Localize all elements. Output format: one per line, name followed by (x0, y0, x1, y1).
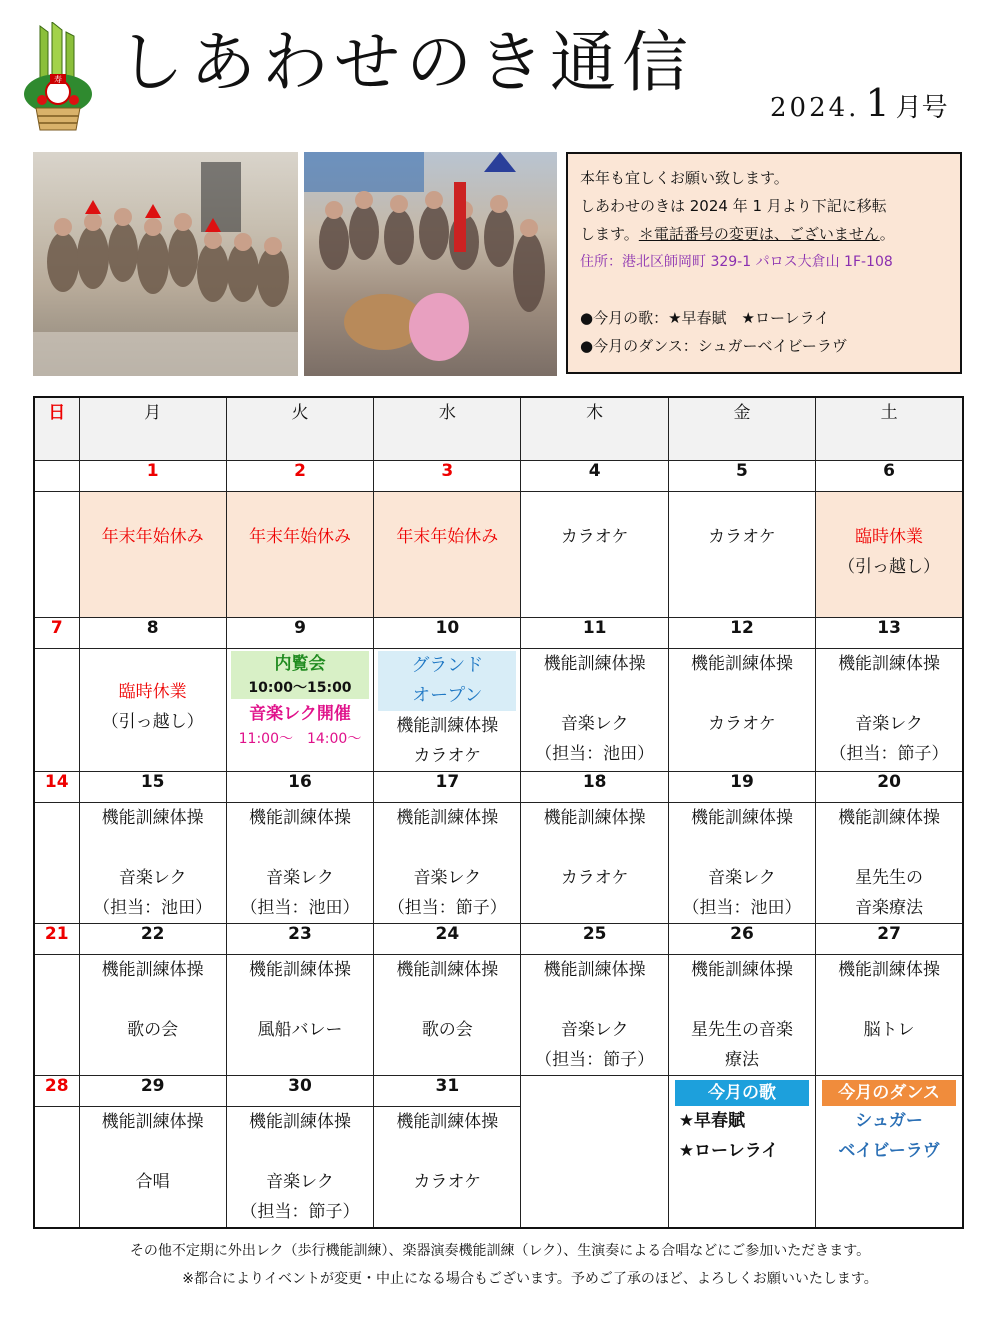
event-text: 機能訓練体操 (543, 808, 646, 828)
date-cell: 11 (521, 618, 668, 649)
date-cell: 29 (79, 1076, 226, 1107)
date-cell: 16 (226, 772, 373, 803)
event-text: 機能訓練体操 (101, 808, 204, 828)
dance-of-month: ●今月のダンス：シュガーベイビーラヴ (580, 337, 847, 355)
group-photo-1 (33, 152, 298, 376)
address: 住所：港北区師岡町 329-1 パロス大倉山 1F-108 (580, 254, 893, 270)
event-text: （担当：節子） (829, 744, 949, 764)
week-4-dates (34, 924, 963, 955)
date-cell (34, 461, 79, 492)
event-cell (668, 955, 815, 1076)
week-4-events (34, 955, 963, 1076)
week-5-dates (34, 1076, 963, 1107)
week-1-dates (34, 461, 963, 492)
event-text: 音楽レク (560, 1020, 629, 1040)
weekday-thu: 木 (521, 397, 668, 461)
event-text: 音楽レク (855, 714, 923, 734)
date-cell: 3 (374, 461, 521, 492)
event-cell (79, 649, 226, 772)
event-text: 音楽レク (413, 868, 482, 888)
weekday-mon: 月 (79, 397, 226, 461)
event-text: 機能訓練体操 (396, 960, 499, 980)
week-2-events (34, 649, 963, 772)
date-cell: 14 (34, 772, 79, 803)
logo-text: 寿 (54, 75, 62, 84)
preview-event-badge (231, 651, 369, 699)
event-text: （担当：池田） (682, 898, 802, 918)
event-text: （担当：池田） (240, 898, 360, 918)
song-item: ★早春賦 (678, 1111, 746, 1131)
event-text: 機能訓練体操 (396, 716, 499, 736)
dance-box (816, 1076, 963, 1229)
event-text: 内覧会 (274, 654, 326, 674)
weekday-sun: 日 (34, 397, 79, 461)
event-text: 機能訓練体操 (101, 960, 204, 980)
date-cell: 21 (34, 924, 79, 955)
event-text: 機能訓練体操 (543, 654, 646, 674)
date-cell: 28 (34, 1076, 79, 1107)
event-text: 機能訓練体操 (101, 1112, 204, 1132)
phone-unchanged-note: ＊電話番号の変更は、ございません (638, 225, 880, 243)
event-text: 星先生の音楽 (690, 1020, 793, 1040)
date-cell: 27 (816, 924, 963, 955)
event-cell (226, 955, 373, 1076)
date-cell: 17 (374, 772, 521, 803)
event-text: 歌の会 (127, 1020, 179, 1040)
event-text: 機能訓練体操 (396, 808, 499, 828)
date-cell: 18 (521, 772, 668, 803)
event-text: カラオケ (560, 527, 629, 547)
song-item: ★ローレライ (678, 1141, 779, 1161)
event-cell (521, 803, 668, 924)
event-cell (816, 649, 963, 772)
weekday-fri: 金 (668, 397, 815, 461)
issue-date (770, 81, 948, 125)
weekday-wed: 水 (374, 397, 521, 461)
event-cell (374, 492, 521, 618)
event-text: 年末年始休み (396, 527, 499, 547)
date-cell: 7 (34, 618, 79, 649)
date-cell: 6 (816, 461, 963, 492)
notice-box (566, 152, 962, 374)
date-cell: 30 (226, 1076, 373, 1107)
event-text: （担当：節子） (535, 1050, 655, 1070)
footer-note-2: ※都合によりイベントが変更・中止になる場合もございます。予めご了承のほど、よろしくお願いいたします。 (182, 1271, 878, 1287)
event-cell (226, 803, 373, 924)
dance-item: シュガー (855, 1111, 923, 1131)
grand-opening-badge (378, 651, 516, 711)
event-text: 臨時休業 (118, 682, 187, 702)
event-text: 音楽療法 (855, 898, 924, 918)
week-3-dates (34, 772, 963, 803)
date-cell: 9 (226, 618, 373, 649)
dance-item: ベイビーラヴ (838, 1141, 940, 1161)
event-cell (816, 492, 963, 618)
event-text: 臨時休業 (855, 527, 924, 547)
song-box-label: 今月の歌 (675, 1080, 809, 1106)
event-cell (816, 803, 963, 924)
date-cell: 2 (226, 461, 373, 492)
date-cell: 25 (521, 924, 668, 955)
week-2-dates (34, 618, 963, 649)
event-text: 機能訓練体操 (838, 808, 941, 828)
date-cell: 20 (816, 772, 963, 803)
event-text: （担当：池田） (535, 744, 655, 764)
event-cell (668, 803, 815, 924)
event-text: 機能訓練体操 (248, 960, 351, 980)
event-time: 11:00～ 14:00～ (238, 731, 362, 747)
event-text: 機能訓練体操 (838, 960, 941, 980)
event-cell (79, 955, 226, 1076)
week-3-events (34, 803, 963, 924)
event-text: 音楽レク (708, 868, 776, 888)
date-cell: 19 (668, 772, 815, 803)
notice-line-3a: します。 (580, 225, 639, 243)
event-cell (668, 492, 815, 618)
event-text: 年末年始休み (248, 527, 351, 547)
event-cell (79, 803, 226, 924)
event-text: 音楽レク (560, 714, 629, 734)
event-cell (226, 649, 373, 772)
newsletter-title: しあわせのき通信 (118, 24, 694, 101)
event-text: 音楽レク開催 (249, 704, 351, 724)
issue-month: 1 (865, 81, 890, 125)
event-text: 機能訓練体操 (690, 654, 793, 674)
notice-line-3c: 。 (879, 225, 895, 243)
event-cell (34, 955, 79, 1076)
event-calendar (33, 396, 964, 1229)
event-text: カラオケ (560, 868, 629, 888)
weekday-header (34, 397, 963, 461)
event-cell (521, 955, 668, 1076)
event-text: （引っ越し） (838, 557, 941, 577)
song-box (668, 1076, 815, 1229)
event-text: （担当：池田） (93, 898, 213, 918)
notice-line-2: しあわせのきは 2024 年 1 月より下記に移転 (580, 197, 887, 215)
event-cell (34, 649, 79, 772)
event-text: 機能訓練体操 (248, 1112, 351, 1132)
event-cell (34, 803, 79, 924)
event-text: 脳トレ (863, 1020, 915, 1040)
issue-year: 2024. (770, 93, 860, 123)
date-cell: 12 (668, 618, 815, 649)
date-cell: 23 (226, 924, 373, 955)
event-text: カラオケ (708, 714, 776, 734)
event-text: オープン (412, 685, 483, 706)
event-text: グランド (411, 655, 484, 676)
event-text: 歌の会 (421, 1020, 473, 1040)
footer-note-1: その他不定期に外出レク（歩行機能訓練）、楽器演奏機能訓練（レク）、生演奏による合唱などにご参加いただきます。 (129, 1243, 871, 1259)
date-cell: 4 (521, 461, 668, 492)
event-text: カラオケ (413, 746, 482, 766)
header (0, 0, 1000, 140)
notice-line-3 (580, 220, 948, 248)
event-text: 機能訓練体操 (543, 960, 646, 980)
event-cell (374, 955, 521, 1076)
event-cell (521, 492, 668, 618)
date-cell: 13 (816, 618, 963, 649)
event-text: 機能訓練体操 (396, 1112, 499, 1132)
date-cell: 24 (374, 924, 521, 955)
event-cell (374, 1107, 521, 1229)
event-cell (816, 955, 963, 1076)
event-cell (226, 492, 373, 618)
event-text: 機能訓練体操 (690, 808, 793, 828)
weekday-sat: 土 (816, 397, 963, 461)
date-cell: 10 (374, 618, 521, 649)
event-text: 音楽レク (266, 868, 334, 888)
event-cell (521, 649, 668, 772)
event-text: （引っ越し） (101, 712, 204, 732)
date-cell: 31 (374, 1076, 521, 1107)
empty-cell (521, 1076, 668, 1229)
event-text: 合唱 (135, 1172, 170, 1192)
event-text: 機能訓練体操 (838, 654, 941, 674)
song-of-month: ●今月の歌：★早春賦 ★ローレライ (580, 309, 830, 327)
event-text: 風船バレー (257, 1020, 343, 1040)
notice-line-1: 本年も宜しくお願い致します。 (580, 169, 789, 187)
event-time: 10:00～15:00 (248, 680, 352, 696)
event-cell (79, 492, 226, 618)
event-text: 音楽レク (118, 868, 187, 888)
week-1-events (34, 492, 963, 618)
event-text: カラオケ (413, 1172, 482, 1192)
event-text: 機能訓練体操 (690, 960, 793, 980)
kadomatsu-logo (20, 22, 96, 132)
event-text: 年末年始休み (101, 527, 204, 547)
event-cell (374, 649, 521, 772)
weekday-tue: 火 (226, 397, 373, 461)
date-cell: 22 (79, 924, 226, 955)
event-text: 音楽レク (266, 1172, 334, 1192)
event-cell (668, 649, 815, 772)
event-text: （担当：節子） (387, 898, 507, 918)
event-cell (226, 1107, 373, 1229)
date-cell: 15 (79, 772, 226, 803)
dance-box-label: 今月のダンス (822, 1080, 956, 1106)
date-cell: 5 (668, 461, 815, 492)
event-text: 星先生の (855, 868, 924, 888)
event-cell (374, 803, 521, 924)
event-cell (34, 492, 79, 618)
event-cell (34, 1107, 79, 1229)
event-text: 療法 (724, 1050, 759, 1070)
event-text: 機能訓練体操 (248, 808, 351, 828)
date-cell: 26 (668, 924, 815, 955)
event-text: カラオケ (708, 527, 776, 547)
event-cell (79, 1107, 226, 1229)
issue-suffix: 月号 (895, 93, 948, 123)
date-cell: 1 (79, 461, 226, 492)
group-photo-2 (304, 152, 557, 376)
event-text: （担当：節子） (240, 1202, 360, 1222)
date-cell: 8 (79, 618, 226, 649)
